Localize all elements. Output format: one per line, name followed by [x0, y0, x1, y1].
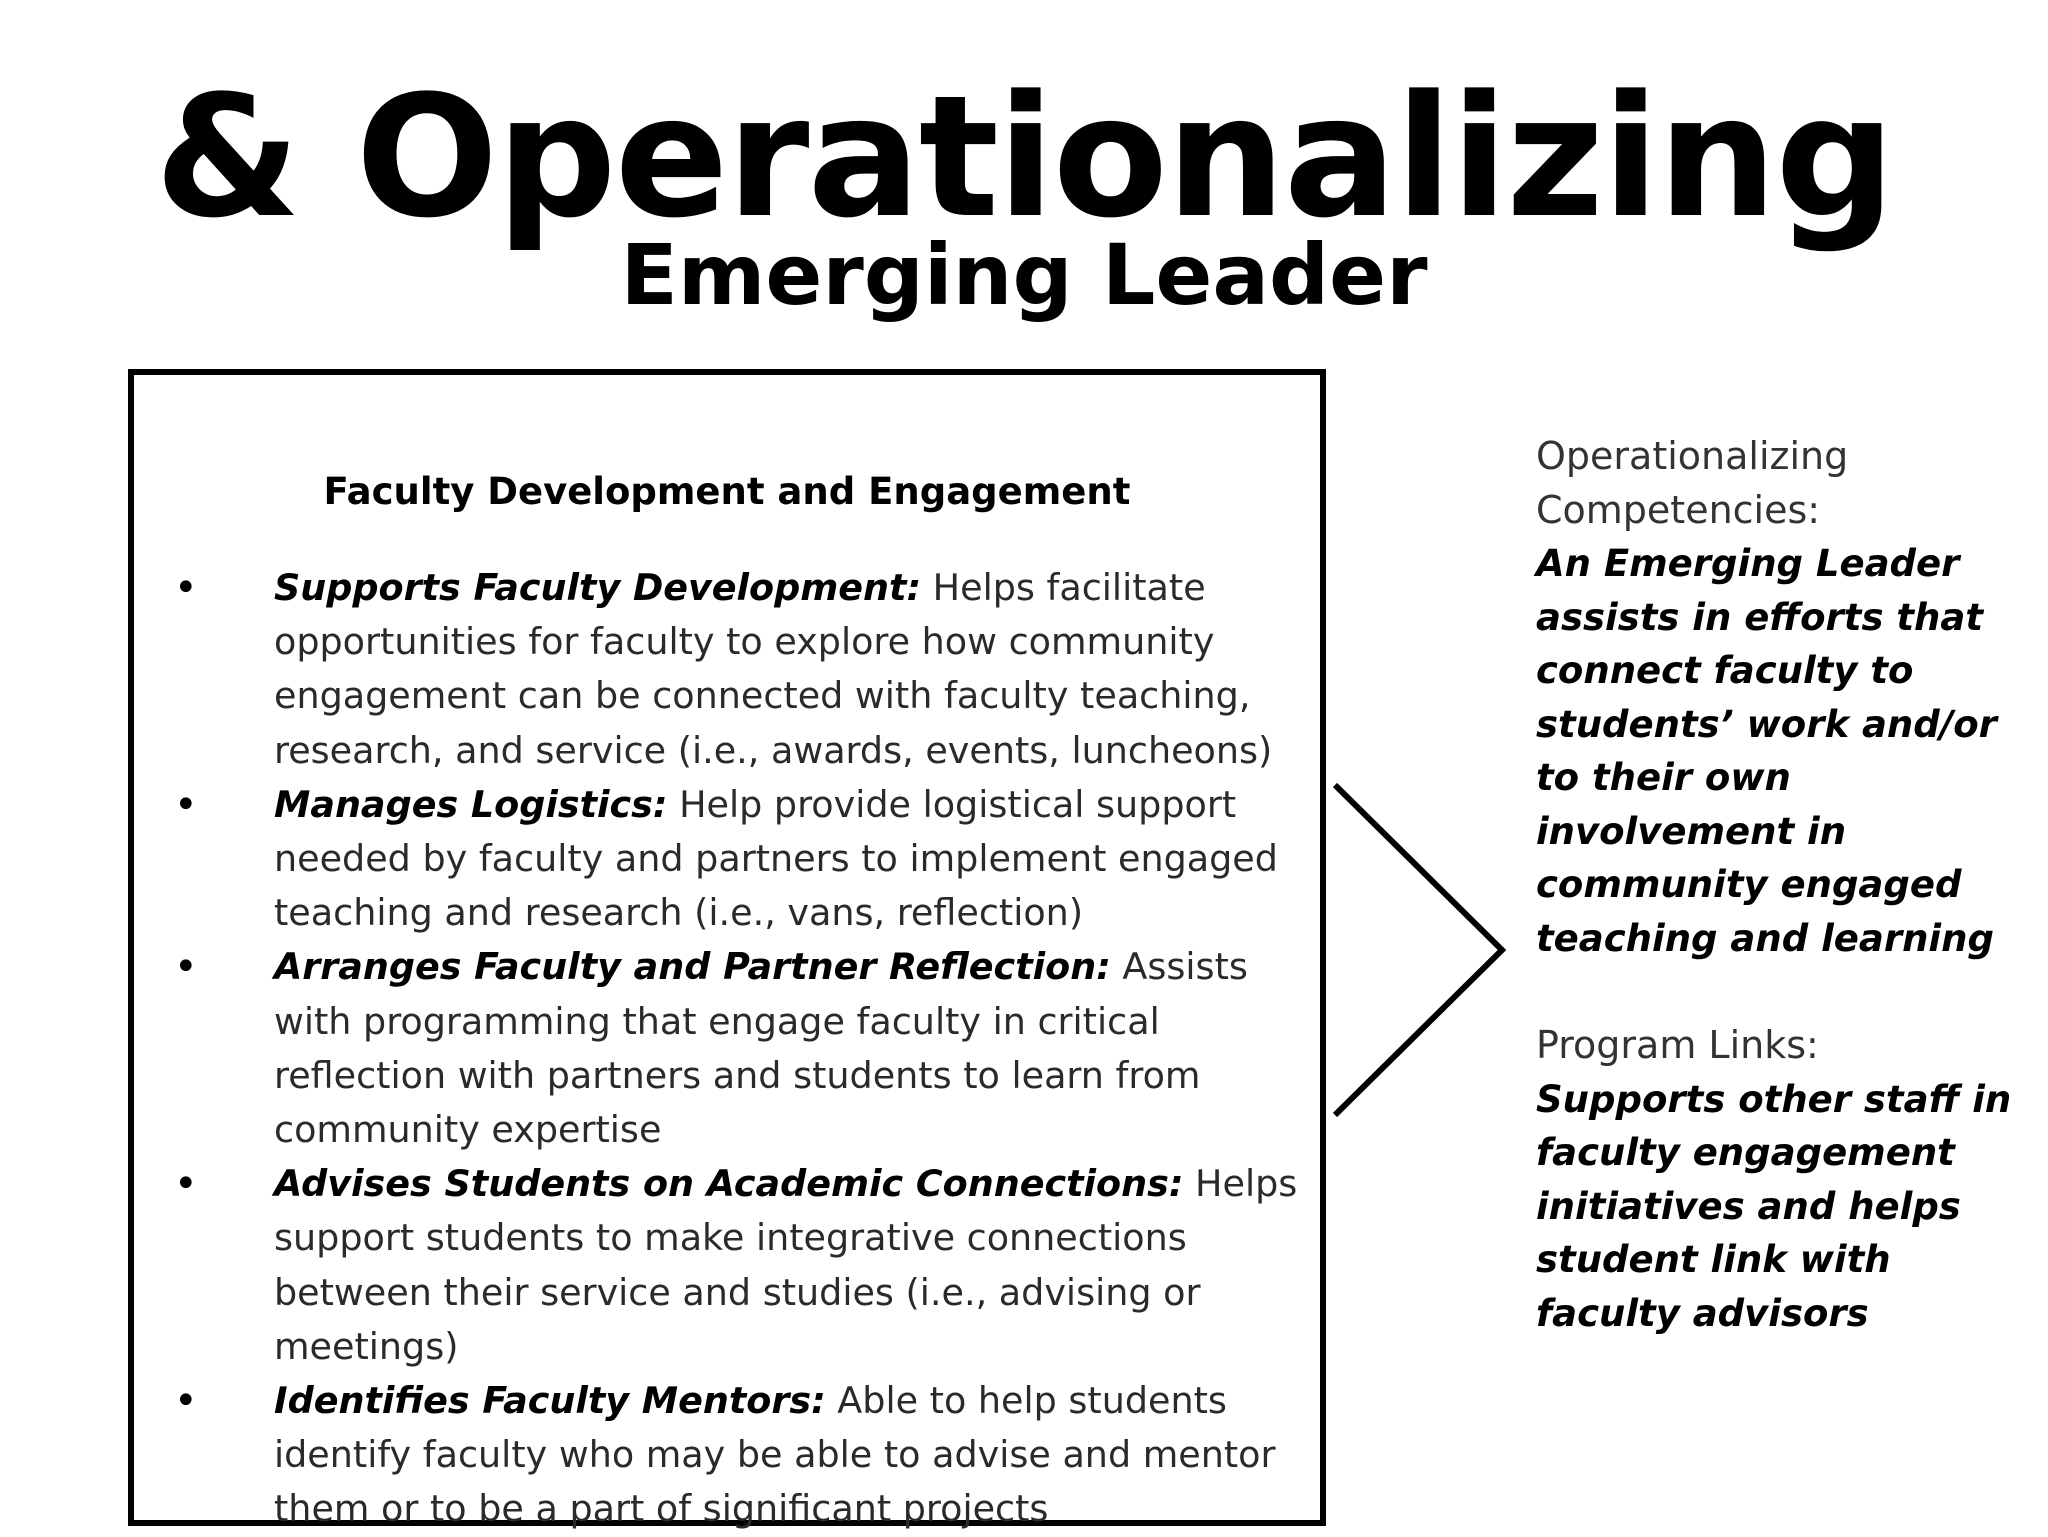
item-term: Arranges Faculty and Partner Reflection: — [274, 945, 1111, 989]
list-item — [174, 778, 1314, 941]
list-item — [174, 1374, 1314, 1537]
item-term: Manages Logistics: — [274, 782, 668, 826]
spacer — [1536, 965, 2036, 1019]
competencies-text: An Emerging Leader assists in efforts that connect faculty to students’ work and/or to their own involvement in community engaged teaching and learning — [1536, 542, 1997, 960]
box-heading: Faculty Development and Engagement — [323, 470, 1131, 513]
competency-box — [128, 369, 1326, 1531]
item-text: Assists with programming that engage faculty in critical reflection with partners and students to learn from community expertise — [274, 945, 1248, 1152]
sidebar-notes — [1536, 430, 2036, 1340]
competency-list — [174, 561, 1314, 1537]
list-item — [174, 1157, 1314, 1374]
slide-title: & Operationalizing — [154, 59, 1894, 255]
slide-subtitle: Emerging Leader — [620, 226, 1428, 324]
item-term: Advises Students on Academic Connections: — [274, 1162, 1184, 1206]
item-term: Identifies Faculty Mentors: — [274, 1379, 826, 1423]
bracket-connector-icon — [1330, 780, 1510, 1130]
item-text: Helps support students to make integrative connections between their service and studies (i.e., advising or meetings) — [274, 1162, 1298, 1368]
item-text: Able to help students identify faculty who may be able to advise and mentor them or to be a part of significant projects — [274, 1379, 1276, 1531]
list-item — [174, 561, 1314, 778]
program-links-label: Program Links: — [1536, 1023, 1819, 1067]
program-links-text: Supports other staff in faculty engagement initiatives and helps student link with faculty advisors — [1536, 1077, 2012, 1335]
item-text: Helps facilitate opportunities for faculty to explore how community engagement can be connected with faculty teaching, research, and service (i.e., awards, events, luncheons) — [274, 566, 1273, 772]
item-term: Supports Faculty Development: — [274, 566, 922, 609]
item-text: Help provide logistical support needed by faculty and partners to implement engaged teaching and research (i.e., vans, reflection) — [274, 782, 1278, 935]
list-item — [174, 940, 1314, 1157]
competencies-label: Operationalizing Competencies: — [1536, 434, 1849, 532]
